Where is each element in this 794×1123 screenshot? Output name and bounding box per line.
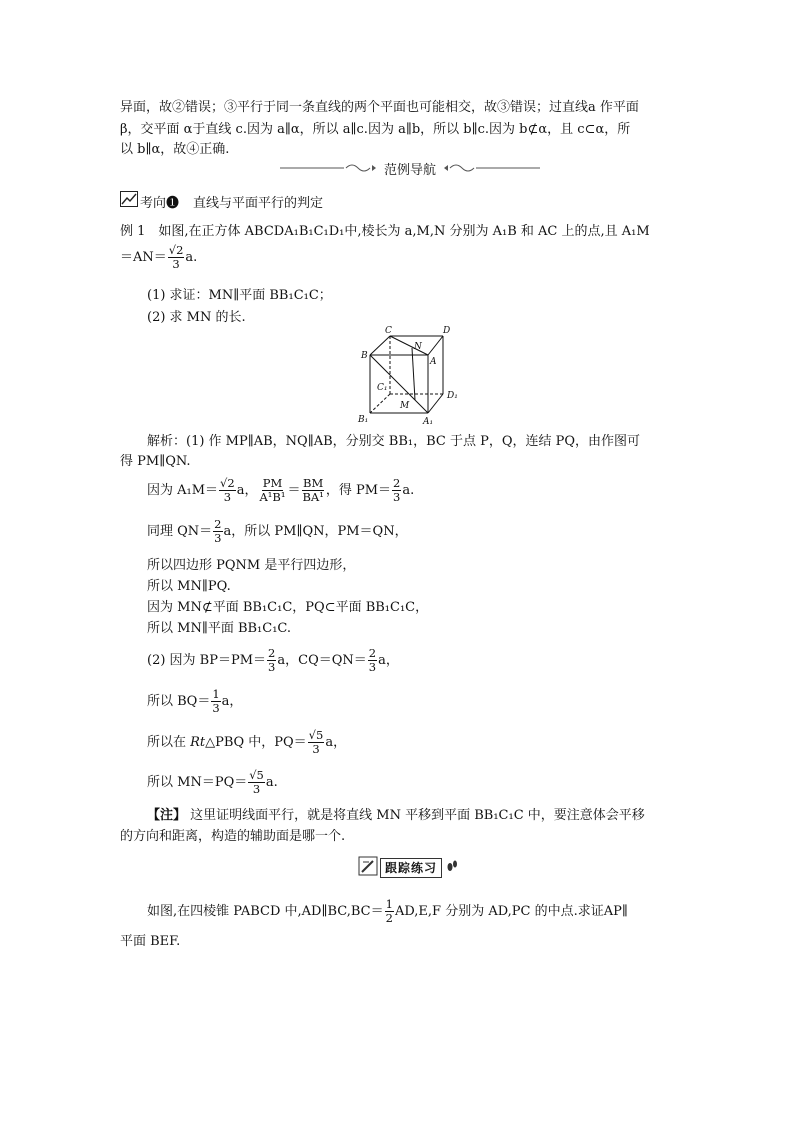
- label-N: N: [414, 342, 422, 352]
- label-A1: A₁: [423, 417, 434, 426]
- solution-line-3: 因为 A₁M＝ $\frac{√2}{3}$ a， $\frac{PM}{\text{A¹B¹}}$ ＝ $\frac{BM}{\text{BA¹}}$ ，得 PM＝ $\frac{2}{3}$ a.: [147, 476, 415, 504]
- solution-line-1: 解析：(1) 作 MP∥AB，NQ∥AB，分别交 BB₁，BC 于点 P，Q，连结 PQ，由作图可: [147, 434, 641, 449]
- section-heading: [120, 190, 323, 212]
- solution-line-11: 所以在 Rt△PBQ 中，PQ＝ $\frac{√5}{3}$ a，: [147, 728, 347, 756]
- fraction: $\frac{√2}{3}$: [168, 243, 184, 271]
- cube-figure: [355, 322, 470, 426]
- practice-line-1: 如图,在四棱锥 PABCD 中,AD∥BC,BC＝ $\frac{1}{2}$ AD,E,F 分别为 AD,PC 的中点.求证AP∥: [147, 897, 628, 925]
- note-line-2: 的方向和距离，构造的辅助面是哪一个.: [120, 829, 346, 844]
- note-line-1: 【注】 这里证明线面平行，就是将直线 MN 平移到平面 BB₁C₁C 中，要注意体会平移: [147, 808, 645, 823]
- example-line-1: 例 1 如图,在正方体 ABCDA₁B₁C₁D₁中,棱长为 a,M,N 分别为 A₁B 和 AC 上的点,且 A₁M: [120, 224, 650, 239]
- question-1: (1) 求证：MN∥平面 BB₁C₁C；: [147, 288, 332, 303]
- solution-line-9: (2) 因为 BP＝PM＝ $\frac{2}{3}$ a，CQ＝QN＝ $\frac{2}{3}$ a，: [147, 646, 399, 674]
- solution-line-2: 得 PM∥QN.: [120, 454, 191, 469]
- label-A: A: [430, 357, 437, 367]
- solution-line-12: 所以 MN＝PQ＝ $\frac{√5}{3}$ a.: [147, 768, 278, 796]
- label-C: C: [385, 326, 392, 336]
- example-line-2: ＝AN＝ $\frac{√2}{3}$ a.: [120, 243, 198, 271]
- solution-line-4: 同理 QN＝ $\frac{2}{3}$ a，所以 PM∥QN，PM＝QN，: [147, 517, 408, 545]
- section-title: 直线与平面平行的判定: [193, 195, 324, 211]
- pencil-icon: [358, 856, 380, 880]
- solution-line-8: 所以 MN∥平面 BB₁C₁C.: [147, 621, 292, 636]
- label-D1: D₁: [447, 391, 458, 401]
- label-B1: B₁: [358, 415, 369, 425]
- practice-banner: [358, 856, 459, 880]
- intro-line-2: β，交平面 α于直线 c.因为 a∥α，所以 a∥c.因为 a∥b，所以 b∥c.因为 b⊄α，且 c⊂α，所: [120, 122, 631, 137]
- label-M: M: [400, 401, 410, 411]
- practice-label: 跟踪练习: [380, 858, 442, 878]
- intro-line-1: 异面，故②错误；③平行于同一条直线的两个平面也可能相交，故③错误；过直线a 作平面: [120, 100, 639, 115]
- practice-line-2: 平面 BEF.: [120, 934, 181, 949]
- footprint-icon: [445, 857, 459, 879]
- label-D: D: [443, 326, 451, 336]
- note-tag: 【注】: [147, 808, 187, 823]
- trend-chart-icon: [120, 191, 138, 211]
- intro-line-3: 以 b∥α，故④正确.: [120, 142, 230, 157]
- solution-line-7: 因为 MN⊄平面 BB₁C₁C，PQ⊂平面 BB₁C₁C，: [147, 600, 429, 615]
- question-2: (2) 求 MN 的长.: [147, 310, 246, 325]
- banner-title: 范例导航: [383, 163, 436, 178]
- section-banner: [280, 157, 540, 179]
- solution-line-10: 所以 BQ＝ $\frac{1}{3}$ a，: [147, 687, 243, 715]
- solution-line-6: 所以 MN∥PQ.: [147, 579, 231, 594]
- label-C1: C₁: [377, 383, 388, 393]
- label-B: B: [361, 351, 368, 361]
- section-label: 考向❶: [140, 195, 180, 211]
- solution-line-5: 所以四边形 PQNM 是平行四边形，: [147, 558, 356, 573]
